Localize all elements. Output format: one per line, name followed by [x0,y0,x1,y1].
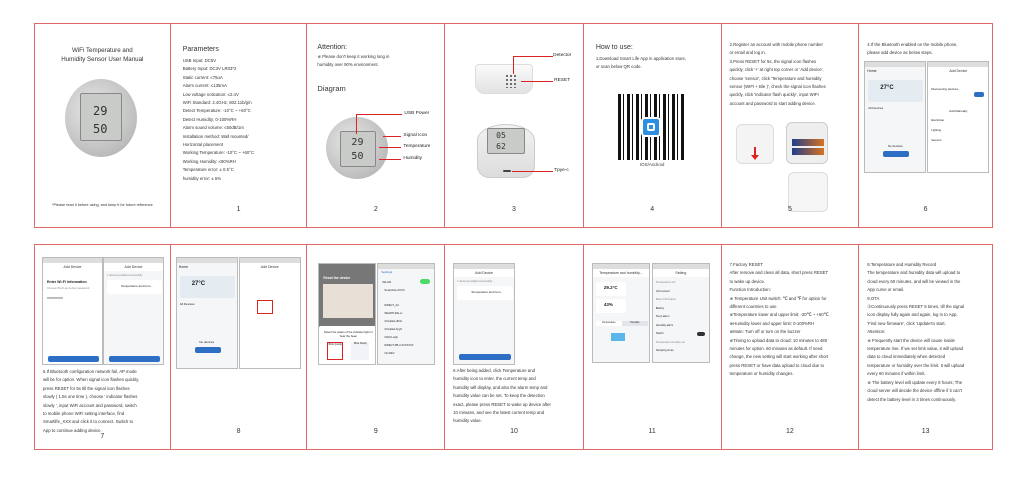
category-label: Electrician [931,118,945,122]
callout-line [383,136,401,137]
instruction-line: ※Timing to upload data to cloud: 10 minutes to 480 [729,337,828,343]
settings-section: Temperature humidity set [655,340,685,344]
param-line: Alarm sound volume: ≤50dB/1m [182,125,244,131]
instruction-line: temperature or humidity changes. [729,371,794,377]
manual-row-top [34,23,993,228]
phone-wifi-info [42,257,103,365]
instruction-line: data to cloud immediately when detected [867,354,946,360]
instruction-line: The temperature and humidity data will upload to [867,270,961,276]
instruction-line: different countries to use [729,304,777,310]
reset-photo [323,284,373,318]
phone-home-label: Home [178,265,189,269]
instruction-line: temperature rise. If we set limit value, it will upload [867,346,964,352]
wifi-subtext: Choose Wi-Fi and enter password [47,286,90,290]
instruction-line: quickly, click '+' at right top corner or 'Add device', [729,67,824,73]
network-item[interactable]: ChinaNet-6yyN [384,328,403,331]
phone-settings [652,263,710,363]
parameters-heading: Parameters [182,46,219,53]
param-line: Low voltage notication: ≤2.4V [182,91,239,97]
panel-reset-device [307,245,445,449]
page-number: 5 [787,206,792,213]
instruction-line: 6.After being added, click Temperature and [453,368,535,373]
network-item[interactable]: CMCC-wrjk [384,336,398,339]
all-devices-label: All Devices [868,106,884,110]
panel-record-ota [859,245,992,449]
callout-temperature: Temperature [403,144,431,149]
device-card[interactable] [107,280,162,294]
callout-line [512,171,553,172]
page-number: 1 [236,206,241,213]
wifi-ssid-field[interactable]: XXXXXXXX [47,296,64,300]
panel-register [722,24,860,227]
cover-title-line2: Humidity Sensor User Manual [61,56,144,63]
callout-reset: RESET [554,78,571,83]
network-item[interactable]: DIRECT-PB-A XXXXXXX [384,344,414,347]
attention-text: ※ Please don't keep it working long in [317,54,390,59]
page-number: 2 [373,206,378,213]
how-to-use-text: 1.Download Smart Life App in application store, [595,56,687,61]
instruction-line: ※Temperature lower and upper limit: -20℃ ~ +60℃ [729,312,829,318]
callout-signal-icon: Signal Icon [403,133,428,138]
panel-after-added [445,245,584,449]
phone-home-label: Home [867,69,877,73]
panel-parameters [171,24,308,227]
param-line: Alarm current: ≤135mA [182,83,227,89]
network-item[interactable]: DIRECT_A4 [384,304,399,307]
manual-row-bottom [34,244,993,450]
param-line: Installation method: Wall mounted/ [182,133,249,139]
settings-row[interactable]: Temp alarm [655,315,670,318]
network-item[interactable]: SMARTLIFE-xx [384,312,403,315]
panel-select-device [171,245,308,449]
instruction-line: sensor (WIFI + Ble )', check the signal icon flashes [729,84,826,90]
wlan-label: WLAN [382,280,392,284]
instruction-line: App curve or email. [867,287,905,293]
temperature-card [596,282,626,296]
attention-text: humidity over 90% environment. [317,62,379,68]
current-humidity: 43% [603,302,613,307]
page-number: 3 [512,206,516,213]
phone-temperature-dashboard [592,263,650,363]
instruction-line: App to continue adding device. [43,427,102,433]
network-list [384,302,413,358]
page-number: 4 [650,206,655,213]
no-devices-label: No devices [887,144,903,148]
instruction-line: every 60 minutes if within limit. [867,371,926,377]
next-button[interactable] [48,356,99,362]
instruction-line: cloud every 60 minutes, and will be viewed in the [867,278,961,284]
weather-card [180,276,235,298]
done-button[interactable] [459,354,511,360]
settings-row[interactable]: Unit convert [655,289,670,293]
blink-quickly-option[interactable] [327,342,343,360]
blink-slowly-option[interactable] [351,342,369,360]
phone-title: Add Device [928,67,988,75]
weather-temp: 27°C [191,281,206,287]
tab-humidity[interactable]: Humidity [630,321,640,324]
phone-title: Temperature and humidity... [593,269,649,277]
instruction-line: exact, please press RESET to wake up device after [453,401,551,407]
instruction-line: ※Mute: Turn off or turn on the buzzer [729,329,801,335]
option-label: Blink Slowly [354,342,367,345]
panel-device-views [445,24,584,227]
instruction-line: ※ The battery level will update every 8 hours; The [867,379,963,385]
phone-device-added [103,257,164,365]
phone-reset-device [318,263,376,365]
panel-factory-reset [722,245,860,449]
category-label: Sensors [931,138,942,142]
instruction-line: minutes for option. 60 minutes as default. If need [729,346,823,352]
panel-how-to-use [584,24,722,227]
param-line: WiFi Standard: 2.4GHz, 802.11b/g/n [182,100,252,106]
weather-temp: 27°C [880,85,894,91]
smart-life-app-icon [641,117,661,137]
network-item[interactable]: ChinaNet-4Pdc [384,320,403,323]
settings-row[interactable]: Sampling times [655,349,674,352]
settings-list [656,279,708,356]
lcd-humidity: 50 [93,122,108,136]
instruction-line: choose 'sensor', click 'Temperature and humidity [729,75,822,81]
add-device-button[interactable] [195,347,221,353]
how-to-use-text: or scan below QR code. [595,64,642,70]
param-line: Temperature error: ± 0.5°C [182,167,234,173]
page-number: 8 [236,428,241,435]
phone-title: Add Device [104,263,163,271]
instruction-line: to wake up device. [729,278,766,284]
lcd-temperature: 29 [93,104,108,118]
indicator-prompt: Select the status of the indicator light or hear the beep [323,330,373,338]
lcd-line: 62 [496,142,506,151]
instruction-line: 5.If Bluetooth configuration network fail, AP mode [43,369,137,374]
callout-line [356,114,402,115]
instruction-line: 9.OTA [867,295,880,301]
settings-back-link[interactable]: Settings [381,270,393,274]
indicator-sheet [319,326,376,365]
connected-network[interactable]: SmartLife-XXXX [384,288,405,292]
discovering-label: Discovering devices... [931,87,961,91]
phone-screenshot-home [176,257,238,369]
param-line: Detect Temperature: -10°C ~ +60°C [182,108,251,114]
instruction-line: cloud server will decide the device offline if it can't [867,388,962,394]
instruction-line: humidity value can be set. To keep the detection [453,393,545,399]
device-lcd [80,93,122,141]
cover-footnote: *Please read it before using, and keep it for future reference [52,203,153,207]
wifi-heading: Enter Wi-Fi Information [47,280,87,284]
qr-caption: IOS/Android [639,162,665,167]
param-line: Horizontal placement [182,142,224,148]
chart-tabs [596,321,648,326]
param-line: Detect Humidity: 0-100%RH [182,116,237,122]
instruction-line: ①Continuously press RESET 5 times, till the signal [867,304,965,310]
back-lcd [487,128,525,154]
instruction-line: change, the new setting will start working after short [729,354,829,360]
param-line: Battery Input: DC3V LR03*2 [182,66,237,72]
instruction-line: account and password to start adding device. [729,100,816,106]
settings-section: Basic information [655,298,676,301]
all-devices-label: All Devices [179,302,195,306]
phone-title: Setting [653,269,709,277]
device-card[interactable] [457,286,513,300]
instruction-line: quickly, click 'indicator flash quickly', input WIFI [729,92,819,98]
switch-toggle[interactable] [697,332,705,336]
page-number: 12 [785,428,794,435]
panel-ap-mode [35,245,171,449]
phone-device-added [453,263,515,365]
instruction-line: will be for option. When signal icon flashes quickly, [43,377,140,383]
no-devices-label: No devices [199,340,215,344]
add-button[interactable] [974,92,984,97]
tab-temperature[interactable]: Temperature [596,321,622,326]
page-number: 7 [100,433,105,440]
instruction-line: Attention: [867,329,886,335]
instruction-line: Smartlife_XXX and click it to connect. Switch to [43,419,134,425]
cover-title-line1: WiFi Temperature and [71,47,133,54]
instruction-line: 7.Factory RESET [729,262,763,267]
added-subtext: 1 device(s) added successfully [107,274,143,277]
instruction-line: press RESET for 5s till the signal icon flashes [43,385,130,391]
instruction-line: 4.If the Bluetooth enabled on the mobile phone, [867,42,958,47]
done-button[interactable] [109,356,160,362]
chart-tooltip [611,333,625,341]
weather-card [868,80,923,102]
phone-wlan-settings [377,263,435,365]
detector-holes [505,74,517,88]
instruction-line: humidity icon to enter, the current temp and [453,376,536,382]
param-line: humidity error: ± 5% [182,175,222,181]
instruction-line: slowly ( 1.5s one time ), choose ' indicator flashes [43,394,138,400]
add-manually-label: Add Manually [949,109,968,113]
phone-title: Add Device [240,263,300,271]
phone-title: Add Device [454,269,514,277]
callout-detector: Detector [553,53,572,58]
wlan-toggle[interactable] [420,279,430,284]
how-to-use-heading: How to use: [595,44,633,51]
add-device-button[interactable] [883,151,909,157]
instruction-line: ※ Frequently start the device will cause inside [867,337,955,343]
instruction-line: 10 minutes, and see the latest current temp and [453,410,545,416]
instruction-line: detect the battery level in 3 times continuously. [867,396,957,402]
param-line: Working Temperature: -10°C ~ +60°C [182,150,255,156]
instruction-line: or email and log in. [729,50,766,56]
category-label: Lighting [931,128,942,132]
phone-screenshot-home [864,61,926,173]
instruction-line: temperature or humidity over the limit. It will upload [867,362,965,368]
instruction-line: ※ Temperature Unit switch: ℃ and ℉ for option for [729,295,827,301]
instruction-line: After remove and clean all data, short press RESET [729,270,829,276]
device-name: Temperature and hum... [121,284,153,288]
instruction-line: icon display fully again and again, log in to App, [867,312,958,318]
device-side-view [475,64,533,94]
highlighted-sensor-option[interactable] [257,300,273,314]
device-photo [65,79,141,161]
instruction-line: slowly ', input WiFi account and password, switch [43,402,137,408]
instruction-line: Function Introduction: [729,287,771,293]
instruction-line: humidity will display, and also the alarm temp and [453,384,548,390]
battery-compartment [786,122,828,164]
instruction-line: 'Find new firmware', click 'Update'to start. [867,320,946,326]
settings-row[interactable]: Battery [655,306,665,310]
param-line: Working Humidity: ≤90%RH [182,158,236,164]
humidity-card [596,299,626,313]
option-label: Blink Quickly [328,343,343,346]
param-line: Static current: ≤75uA [182,74,223,80]
lcd-temperature: 29 [351,137,364,148]
callout-line [513,56,514,74]
phone-screenshot-add-device [239,257,301,369]
network-item[interactable]: OH-DEV [384,352,395,355]
instruction-line: press RESET or have data upload to cloud due to [729,362,825,368]
settings-row[interactable]: Humidity alarm [655,323,674,327]
callout-line [521,81,553,82]
callout-usb-power: USB Power [404,111,430,116]
page-number: 11 [648,428,656,435]
instruction-line: humidity value. [453,418,482,424]
instruction-line: ※Humidity lower and upper limit: 0-100%RH [729,320,815,326]
page-number: 9 [373,428,378,435]
callout-line [379,147,401,148]
device-name: Temperature and hum... [471,290,503,294]
lcd-line: 05 [496,131,506,140]
instruction-line: please add device as below steps. [867,50,933,56]
callout-humidity: Humidity [403,156,423,161]
panel-device-dashboard [584,245,722,449]
settings-section: Temperature unit [655,281,676,284]
phone-screenshot-add-device [927,61,989,173]
callout-line [356,114,357,134]
added-subtext: 1 device(s) added successfully [457,280,493,283]
settings-row[interactable]: Switch [655,332,664,335]
diagram-heading: Diagram [317,83,346,93]
instruction-line: 2.Register an account with mobile phone number [729,42,823,47]
param-line: USB Input: DC5V [182,58,217,63]
usb-c-port [503,170,511,172]
page-number: 10 [510,428,518,435]
current-temperature: 29.2°C [603,285,618,290]
panel-bluetooth-add [859,24,992,227]
reset-title: Reset the device [323,276,351,280]
page-number: 6 [923,206,928,213]
callout-line [379,159,401,160]
phone-title: Add Device [43,263,102,271]
lcd-humidity: 50 [351,151,364,162]
instruction-line: to mobile phone WiFi setting interface, find [43,411,125,417]
device-front-mount [736,124,774,164]
diagram-lcd [340,131,376,167]
panel-cover [35,24,171,227]
callout-type-c: Tpye-c [554,168,569,173]
instruction-line: 8.Temperature and Humidity Record [867,262,937,267]
page-number: 13 [921,428,930,435]
panel-attention-diagram [307,24,445,227]
callout-line [513,56,553,57]
attention-heading: Attention: [317,44,347,51]
instruction-line: 3.Press RESET for 5s, the signal icon flashes [729,58,817,64]
